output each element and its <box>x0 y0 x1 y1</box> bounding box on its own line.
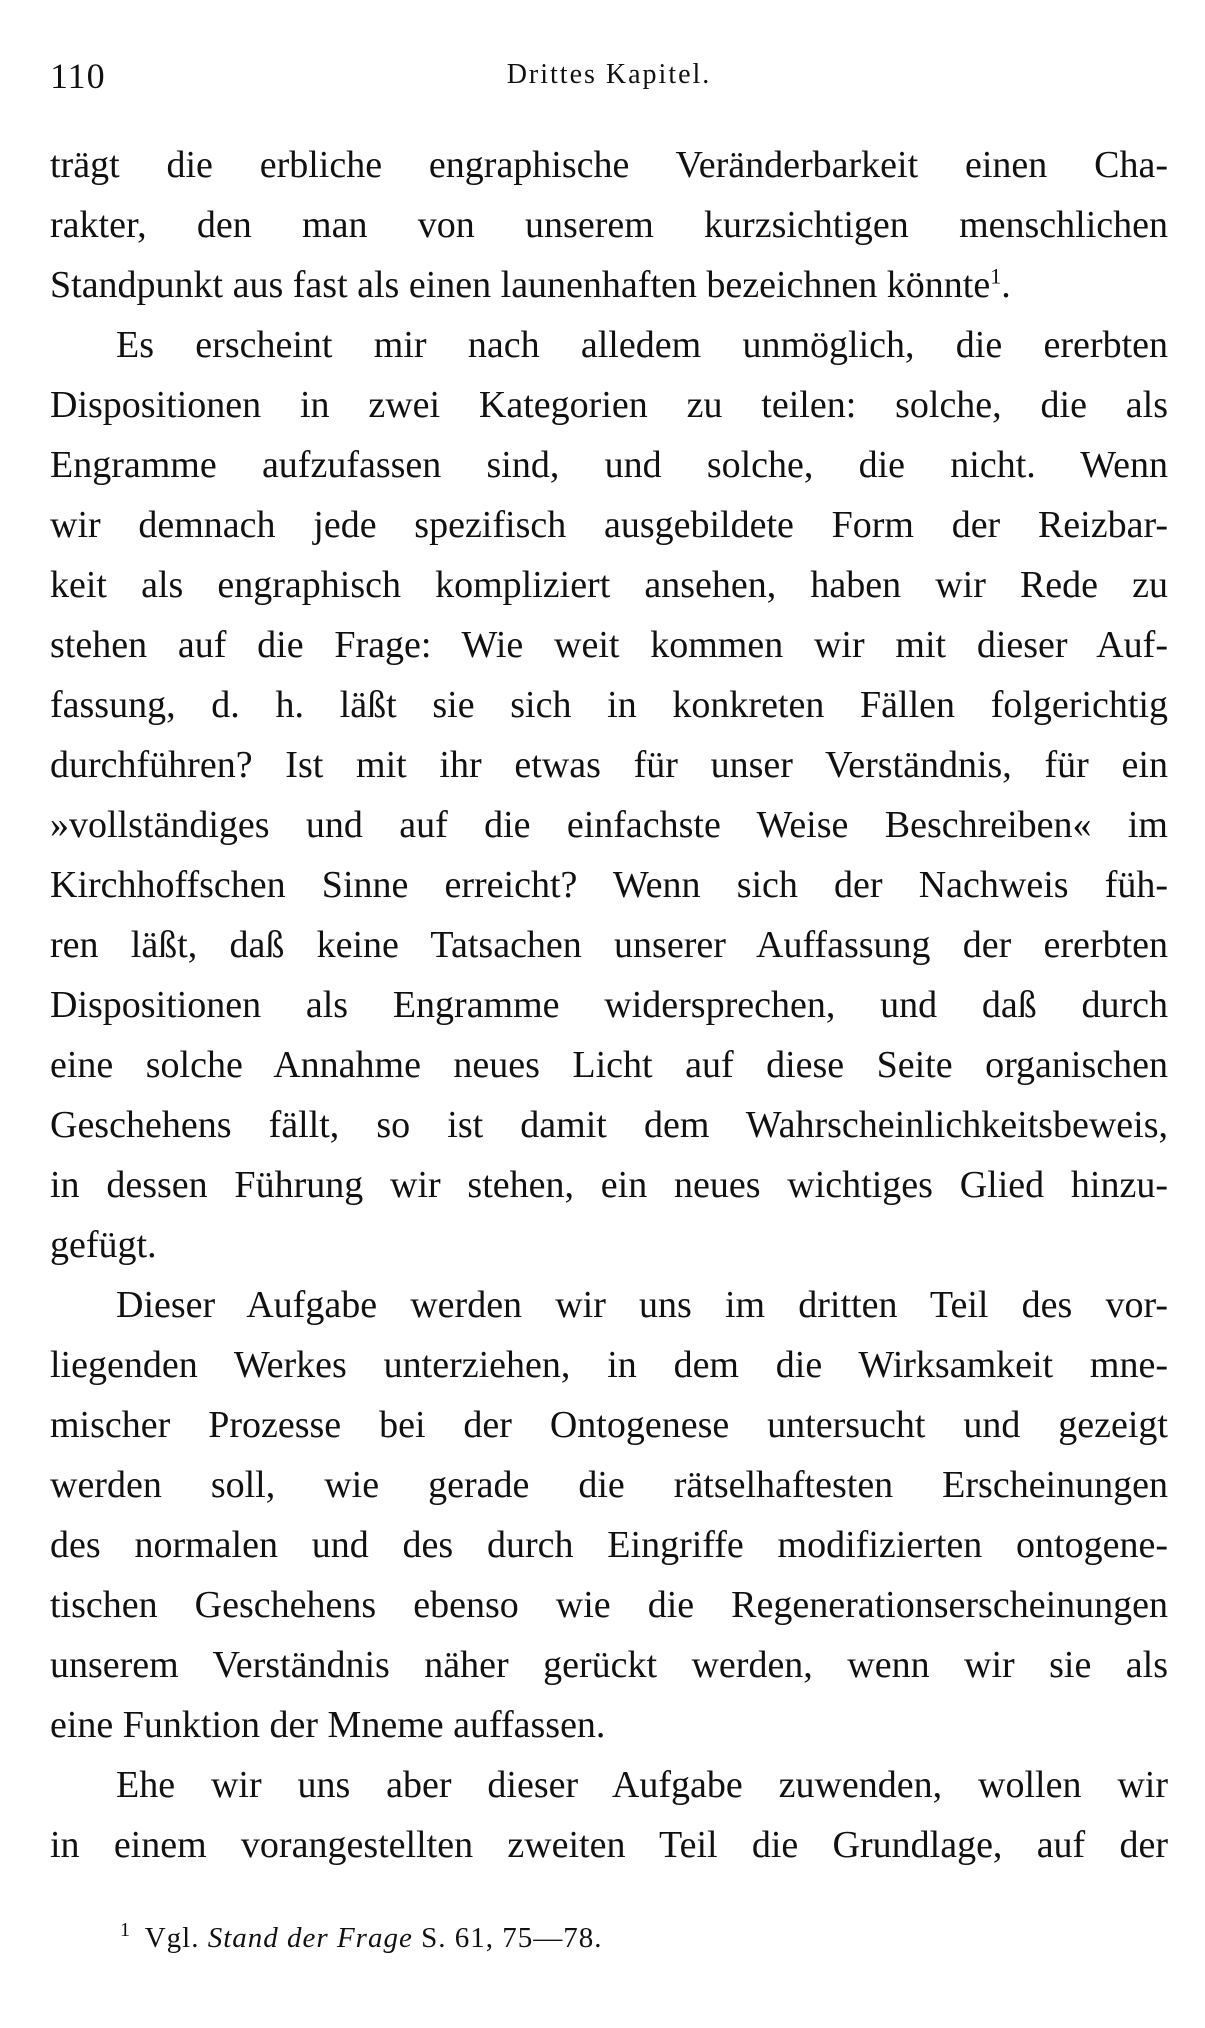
footnote-title: Stand der Frage <box>207 1922 413 1954</box>
text-line: werden soll, wie gerade die rätselhaftesten Erscheinungen <box>50 1464 1168 1506</box>
text-line: eine Funktion der Mneme auffassen. <box>50 1704 606 1746</box>
text-line: »vollständiges und auf die einfachste Weise Beschreiben« im <box>50 804 1168 846</box>
text-line: in dessen Führung wir stehen, ein neues wichtiges Glied hinzu- <box>50 1164 1168 1206</box>
text-line <box>50 255 1168 315</box>
footnote-pages: S. 61, 75—78. <box>421 1922 603 1954</box>
footnote-prefix: Vgl. <box>144 1922 200 1954</box>
paragraph <box>50 1275 1168 1755</box>
text-line: rakter, den man von unserem kurzsichtigen menschlichen <box>50 204 1168 246</box>
paragraph <box>50 315 1168 1275</box>
text-line: Ehe wir uns aber dieser Aufgabe zuwenden, wollen wir <box>116 1764 1168 1806</box>
text-line: Dispositionen als Engramme widersprechen, und daß durch <box>50 984 1168 1026</box>
footnote-marker: 1 <box>120 1919 131 1942</box>
text-line: fassung, d. h. läßt sie sich in konkreten Fällen folgerichtig <box>50 684 1168 726</box>
sentence-period: . <box>1001 264 1011 306</box>
text-line: liegenden Werkes unterziehen, in dem die Wirksamkeit mne- <box>50 1344 1168 1386</box>
text-line: gefügt. <box>50 1224 157 1266</box>
text-line: eine solche Annahme neues Licht auf diese Seite organischen <box>50 1044 1168 1086</box>
text-line: unserem Verständnis näher gerückt werden, wenn wir sie als <box>50 1644 1168 1686</box>
footnote <box>120 1919 603 1955</box>
running-head: Drittes Kapitel. <box>506 59 712 90</box>
text-line: ren läßt, daß keine Tatsachen unserer Auffassung der ererbten <box>50 924 1168 966</box>
paragraph <box>50 1755 1168 1875</box>
text-line: mischer Prozesse bei der Ontogenese untersucht und gezeigt <box>50 1404 1168 1446</box>
body-text <box>50 135 1168 1875</box>
text-line: trägt die erbliche engraphische Veränderbarkeit einen Cha- <box>50 144 1168 186</box>
text-line: stehen auf die Frage: Wie weit kommen wir mit dieser Auf- <box>50 624 1168 666</box>
page-number: 110 <box>50 56 106 96</box>
page-header <box>50 55 1168 103</box>
text-line: Dispositionen in zwei Kategorien zu teilen: solche, die als <box>50 384 1168 426</box>
text-line-content: Standpunkt aus fast als einen launenhaften bezeichnen könnte <box>50 264 991 306</box>
footnote-reference: 1 <box>990 263 1002 289</box>
text-line: des normalen und des durch Eingriffe modifizierten ontogene- <box>50 1524 1168 1566</box>
text-line: in einem vorangestellten zweiten Teil die Grundlage, auf der <box>50 1824 1168 1866</box>
text-line: keit als engraphisch kompliziert ansehen, haben wir Rede zu <box>50 564 1168 606</box>
text-line: Geschehens fällt, so ist damit dem Wahrscheinlichkeitsbeweis, <box>50 1104 1168 1146</box>
text-line: Engramme aufzufassen sind, und solche, die nicht. Wenn <box>50 444 1168 486</box>
text-line: Es erscheint mir nach alledem unmöglich, die ererbten <box>116 324 1168 366</box>
text-line: durchführen? Ist mit ihr etwas für unser Verständnis, für ein <box>50 744 1168 786</box>
text-line: wir demnach jede spezifisch ausgebildete Form der Reizbar- <box>50 504 1168 546</box>
text-line: Dieser Aufgabe werden wir uns im dritten Teil des vor- <box>116 1284 1168 1326</box>
text-line: tischen Geschehens ebenso wie die Regenerationserscheinungen <box>50 1584 1168 1626</box>
paragraph <box>50 135 1168 315</box>
text-line: Kirchhoffschen Sinne erreicht? Wenn sich der Nachweis füh- <box>50 864 1168 906</box>
